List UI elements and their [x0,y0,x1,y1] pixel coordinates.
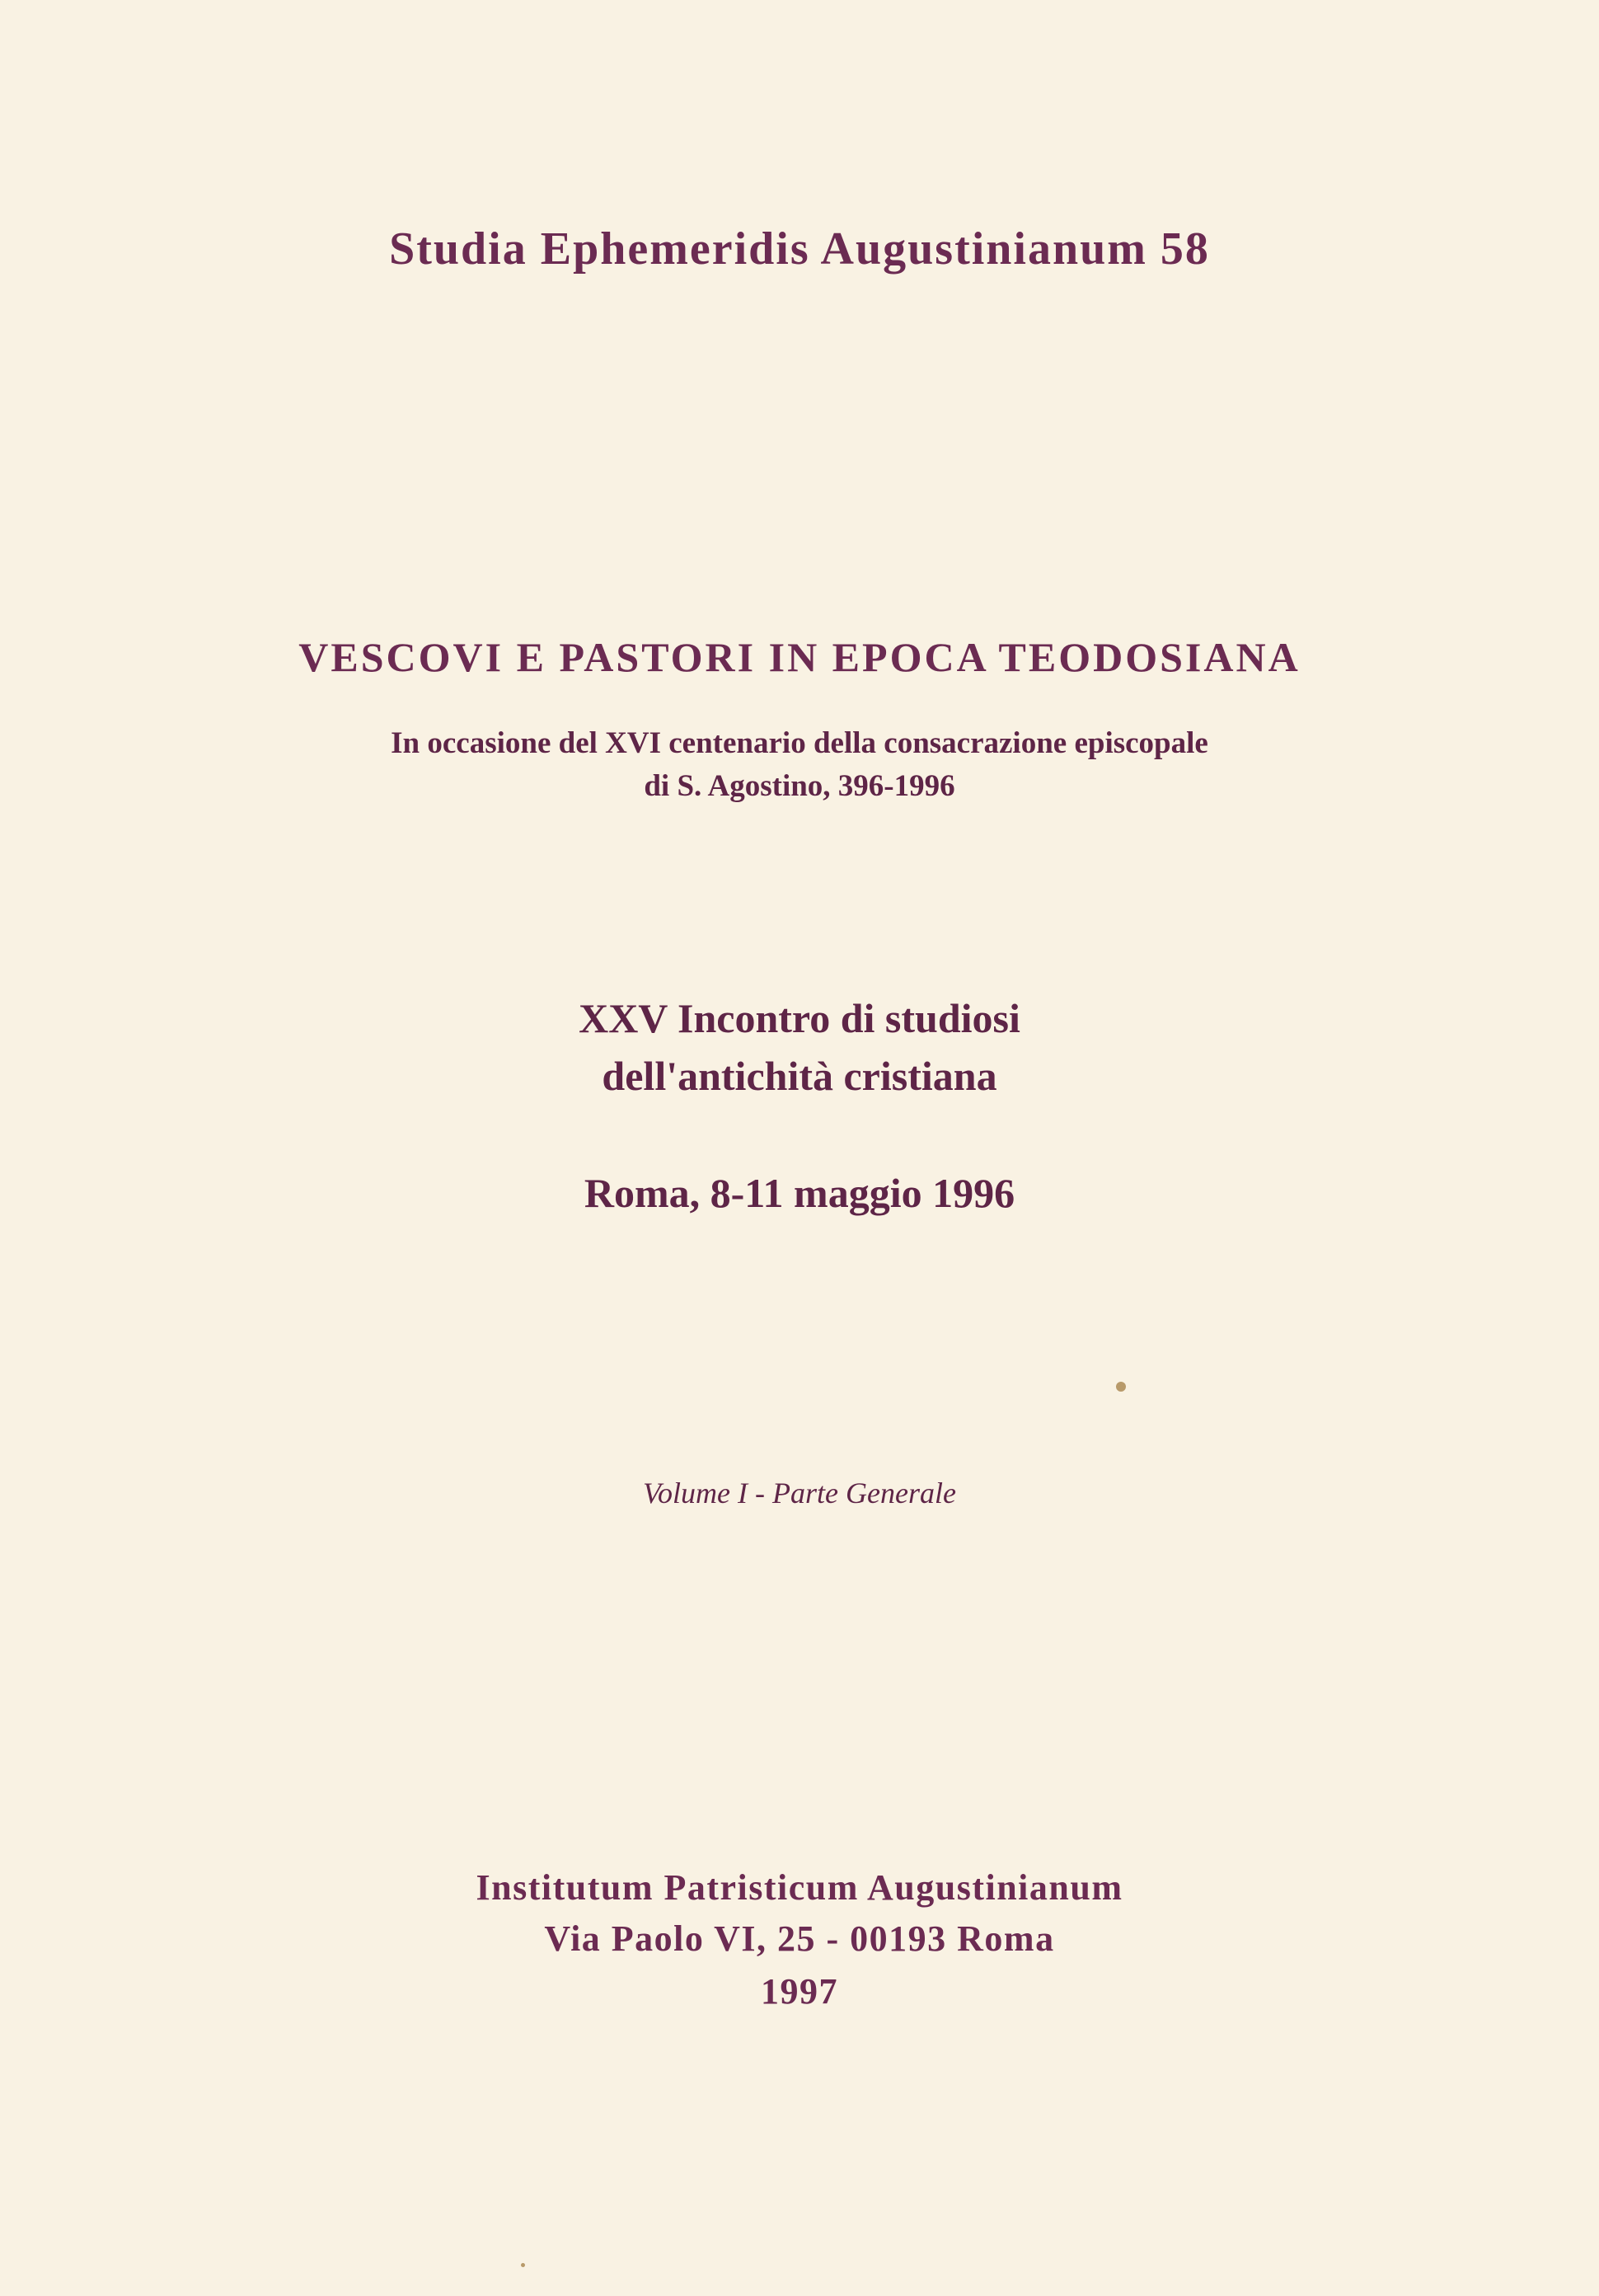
paper-speck [1116,1382,1126,1392]
series-title: Studia Ephemeridis Augustinianum 58 [389,223,1210,275]
place-and-date: Roma, 8-11 maggio 1996 [584,1170,1015,1216]
occasion-line-1: In occasione del XVI centenario della consacrazione episcopale [391,726,1208,760]
publication-year: 1997 [761,1971,838,2012]
volume-label: Volume I - Parte Generale [643,1477,956,1510]
occasion-line-2: di S. Agostino, 396-1996 [644,769,955,803]
meeting-line-2: dell'antichità cristiana [602,1053,997,1099]
publisher-name: Institutum Patristicum Augustinianum [476,1867,1123,1908]
publisher-address: Via Paolo VI, 25 - 00193 Roma [544,1918,1055,1959]
book-title: VESCOVI E PASTORI IN EPOCA TEODOSIANA [298,634,1301,680]
paper-speck [521,2263,525,2267]
meeting-line-1: XXV Incontro di studiosi [579,995,1020,1041]
